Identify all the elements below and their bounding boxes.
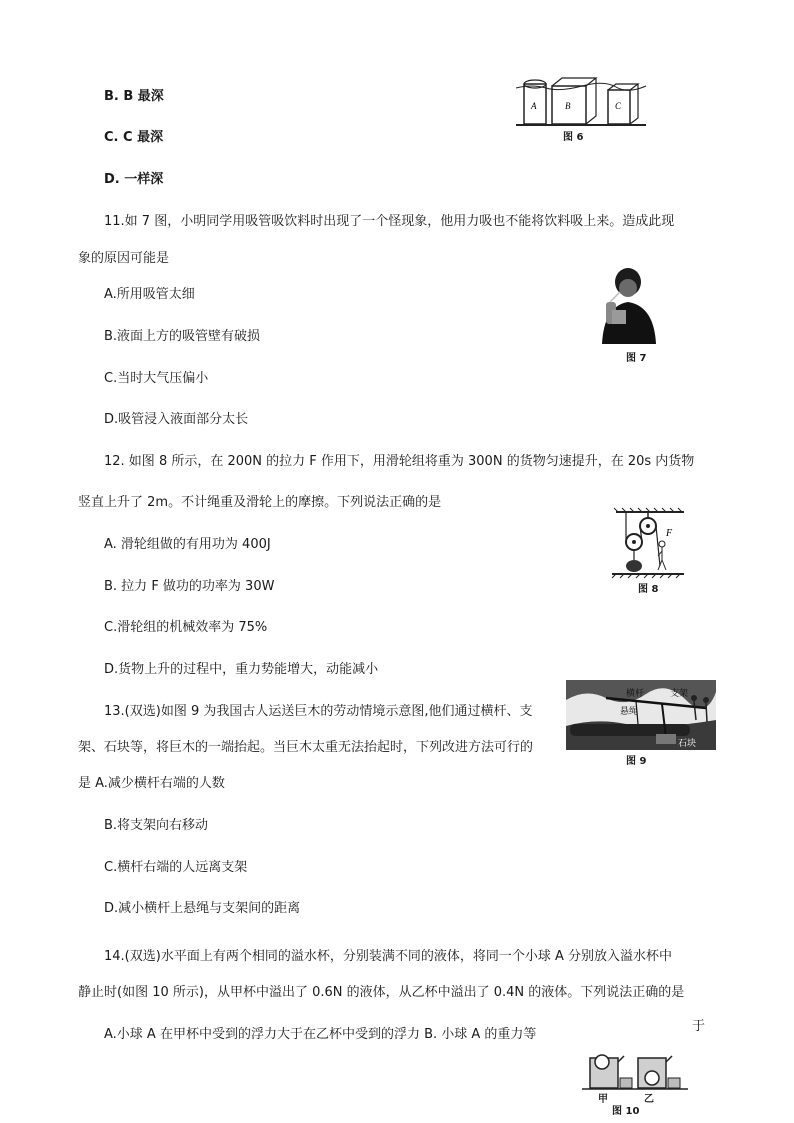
- figure-7-child-photo: [598, 266, 660, 346]
- q14-trailing-text: 于: [692, 1019, 706, 1034]
- figure-8-caption: 图 8: [638, 584, 659, 595]
- q11-stem-line1: 11.如 7 图，小明同学用吸管吸饮料时出现了一个怪现象，他用力吸也不能将饮料吸上来。造成此现: [104, 214, 675, 229]
- figure-9-caption: 图 9: [626, 756, 647, 767]
- q13-option-b: B.将支架向右移动: [104, 818, 209, 833]
- figure-6-label-b: B: [565, 101, 571, 111]
- q12-option-c: C.滑轮组的机械效率为 75%: [104, 620, 268, 635]
- q12-option-d: D.货物上升的过程中，重力势能增大，动能减小: [104, 662, 379, 677]
- figure-10-caption: 图 10: [612, 1106, 640, 1117]
- figure-10-overflow-cups: [580, 1044, 690, 1094]
- figure-6-label-a: A: [531, 101, 537, 111]
- q11-option-c: C.当时大气压偏小: [104, 371, 209, 386]
- q11-option-a: A.所用吸管太细: [104, 287, 195, 302]
- q13-option-d: D.减小横杆上悬绳与支架间的距离: [104, 901, 301, 916]
- figure-6-caption: 图 6: [563, 132, 584, 143]
- figure-6-label-c: C: [615, 101, 622, 111]
- q10-option-b: B. B 最深: [104, 89, 164, 104]
- figure-8-pulley-system: [606, 506, 686, 582]
- q12-stem-line1: 12. 如图 8 所示，在 200N 的拉力 F 作用下，用滑轮组将重为 300N 的货物匀速提升，在 20s 内货物: [104, 454, 695, 469]
- q12-option-a: A. 滑轮组做的有用功为 400J: [104, 537, 271, 552]
- q13-stem-line3: 是 A.减少横杆右端的人数: [78, 776, 225, 791]
- q13-option-c: C.横杆右端的人远离支架: [104, 860, 248, 875]
- q11-option-b: B.液面上方的吸管壁有破损: [104, 329, 261, 344]
- figure-7-caption: 图 7: [626, 353, 647, 364]
- q13-stem-line1: 13.(双选)如图 9 为我国古人运送巨木的劳动情境示意图,他们通过横杆、支: [104, 704, 533, 719]
- figure-9-label-crossbar: 横杆: [626, 689, 645, 699]
- figure-9-label-stone: 石块: [678, 739, 697, 749]
- q14-option-a-b: A.小球 A 在甲杯中受到的浮力大于在乙杯中受到的浮力 B. 小球 A 的重力等: [104, 1027, 537, 1042]
- q14-stem-line1: 14.(双选)水平面上有两个相同的溢水杯，分别装满不同的液体，将同一个小球 A 分别放入溢水杯中: [104, 949, 672, 964]
- figure-10-label-jia: 甲: [598, 1094, 608, 1105]
- q13-stem-line2: 架、石块等，将巨木的一端抬起。当巨木太重无法抬起时，下列改进方法可行的: [78, 740, 534, 755]
- q10-option-c: C. C 最深: [104, 130, 164, 145]
- q12-option-b: B. 拉力 F 做功的功率为 30W: [104, 579, 275, 594]
- figure-9-label-rope: 悬绳: [620, 707, 639, 717]
- figure-8-force-label: F: [666, 528, 673, 539]
- figure-10-label-yi: 乙: [644, 1094, 654, 1105]
- figure-9-label-support: 支架: [670, 689, 689, 699]
- q14-stem-line2: 静止时(如图 10 所示)，从甲杯中溢出了 0.6N 的液体，从乙杯中溢出了 0.4N 的液体。下列说法正确的是: [78, 985, 685, 1000]
- q10-option-d: D. 一样深: [104, 172, 164, 187]
- q11-stem-line2: 象的原因可能是: [78, 251, 170, 266]
- q12-stem-line2: 竖直上升了 2m。不计绳重及滑轮上的摩擦。下列说法正确的是: [78, 495, 442, 510]
- q11-option-d: D.吸管浸入液面部分太长: [104, 412, 249, 427]
- figure-9-log-scene: [566, 680, 716, 750]
